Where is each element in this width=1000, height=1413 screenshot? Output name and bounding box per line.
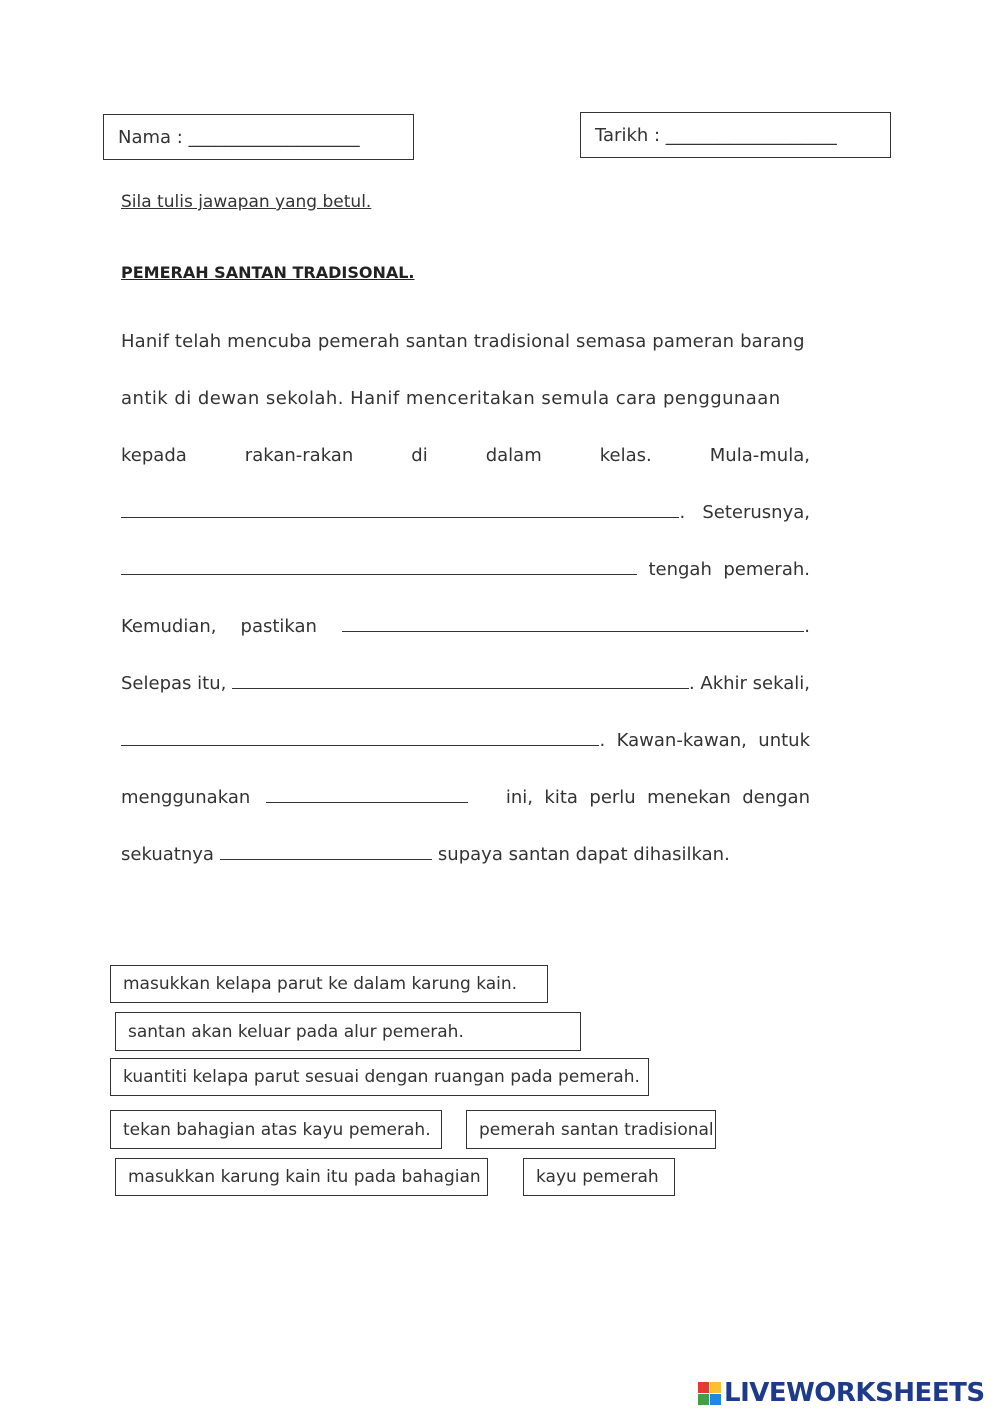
passage-line-3: kepada rakan-rakan di dalam kelas. Mula-mula, [121,445,810,466]
passage-line-2: antik di dewan sekolah. Hanif menceritakan semula cara penggunaan [121,388,781,409]
date-label: Tarikh : ___________________ [595,124,837,146]
passage-line-4: . Seterusnya, [121,502,810,523]
liveworksheets-logo-text: LIVEWORKSHEETS [724,1378,985,1408]
answer-blank-6[interactable] [266,802,468,803]
passage-line-1: Hanif telah mencuba pemerah santan tradisional semasa pameran barang [121,331,805,352]
answer-blank-7[interactable] [220,859,432,860]
answer-blank-1[interactable] [121,517,679,518]
answer-blank-3[interactable] [342,631,804,632]
answer-option-1[interactable]: masukkan kelapa parut ke dalam karung kain. [110,965,548,1003]
answer-option-4[interactable]: tekan bahagian atas kayu pemerah. [110,1110,442,1149]
passage-line-6: Kemudian, pastikan . [121,616,810,637]
answer-option-3[interactable]: kuantiti kelapa parut sesuai dengan ruangan pada pemerah. [110,1058,649,1096]
name-field[interactable] [103,114,414,160]
answer-option-6[interactable]: masukkan karung kain itu pada bahagian [115,1158,488,1196]
answer-option-7[interactable]: kayu pemerah [523,1158,675,1196]
answer-option-2[interactable]: santan akan keluar pada alur pemerah. [115,1012,581,1051]
worksheet-title: PEMERAH SANTAN TRADISONAL. [121,263,415,282]
passage-line-10: sekuatnya supaya santan dapat dihasilkan. [121,844,730,865]
answer-blank-5[interactable] [121,745,599,746]
passage-line-9: menggunakan ini, kita perlu menekan dengan [121,787,810,808]
answer-option-5[interactable]: pemerah santan tradisional [466,1110,716,1149]
name-label: Nama : ___________________ [118,126,360,148]
passage-line-7: Selepas itu, . Akhir sekali, [121,673,810,694]
passage-line-5: tengah pemerah. [121,559,810,580]
liveworksheets-logo-icon [698,1382,721,1405]
passage-line-8: . Kawan-kawan, untuk [121,730,810,751]
instruction-text: Sila tulis jawapan yang betul. [121,192,372,212]
liveworksheets-logo [698,1378,985,1408]
answer-blank-2[interactable] [121,574,637,575]
date-field[interactable] [580,112,891,158]
